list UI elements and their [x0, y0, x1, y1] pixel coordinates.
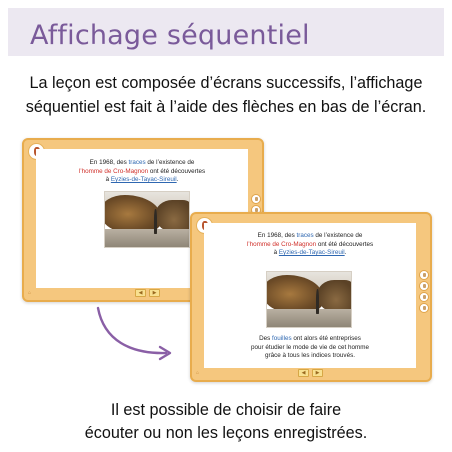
traces-link[interactable]: traces — [296, 232, 314, 239]
audio-icon[interactable] — [419, 281, 429, 291]
outro-text — [14, 399, 438, 445]
audio-icon[interactable] — [251, 194, 261, 204]
cave-photo — [266, 271, 352, 328]
slide-1-nav — [135, 289, 160, 297]
slide-1-text: En 1968, des traces de l’existence de l’homme de Cro-Magnon ont été découvertes à Eyzies-de-Tayac-Sireuil. — [78, 159, 206, 184]
cro-magnon-link[interactable]: l’homme de Cro-Magnon — [78, 167, 149, 175]
intro-text — [14, 71, 438, 119]
place-link[interactable]: Eyzies-de-Tayac-Sireuil — [110, 176, 177, 184]
outro-line-2: écouter ou non les leçons enregistrées. — [84, 424, 368, 442]
title-band — [8, 8, 444, 56]
place-link[interactable]: Eyzies-de-Tayac-Sireuil — [278, 249, 345, 257]
cro-magnon-link[interactable]: l’homme de Cro-Magnon — [246, 240, 317, 248]
home-icon[interactable]: ⌂ — [28, 290, 32, 296]
slide-2-content — [204, 223, 416, 368]
home-icon[interactable]: ⌂ — [196, 370, 200, 376]
page-title: Affichage séquentiel — [30, 20, 310, 51]
slide-screen-2 — [190, 212, 432, 382]
cave-photo — [104, 191, 190, 248]
intro-line-2: séquentiel est fait à l’aide des flèches en bas de l’écran. — [25, 98, 427, 116]
slide-2-nav — [298, 369, 323, 377]
prev-arrow-button[interactable]: ◀ — [298, 369, 309, 377]
next-arrow-button[interactable]: ▶ — [312, 369, 323, 377]
outro-line-1: Il est possible de choisir de faire — [110, 401, 342, 419]
fouilles-link[interactable]: fouilles — [272, 335, 292, 342]
prev-arrow-button[interactable]: ◀ — [135, 289, 146, 297]
audio-icon[interactable] — [419, 270, 429, 280]
slide-2-text-2: Des fouilles ont alors été entreprises pour étudier le mode de vie de cet homme grâce à tous les indices trouvés. — [251, 335, 369, 360]
intro-line-1: La leçon est composée d’écrans successifs, l’affichage — [29, 74, 423, 92]
slide-2-text: En 1968, des traces de l’existence de l’homme de Cro-Magnon ont été découvertes à Eyzies-de-Tayac-Sireuil. — [246, 232, 374, 257]
audio-icon[interactable] — [419, 292, 429, 302]
next-arrow-button[interactable]: ▶ — [149, 289, 160, 297]
traces-link[interactable]: traces — [128, 159, 146, 166]
audio-icon[interactable] — [419, 303, 429, 313]
